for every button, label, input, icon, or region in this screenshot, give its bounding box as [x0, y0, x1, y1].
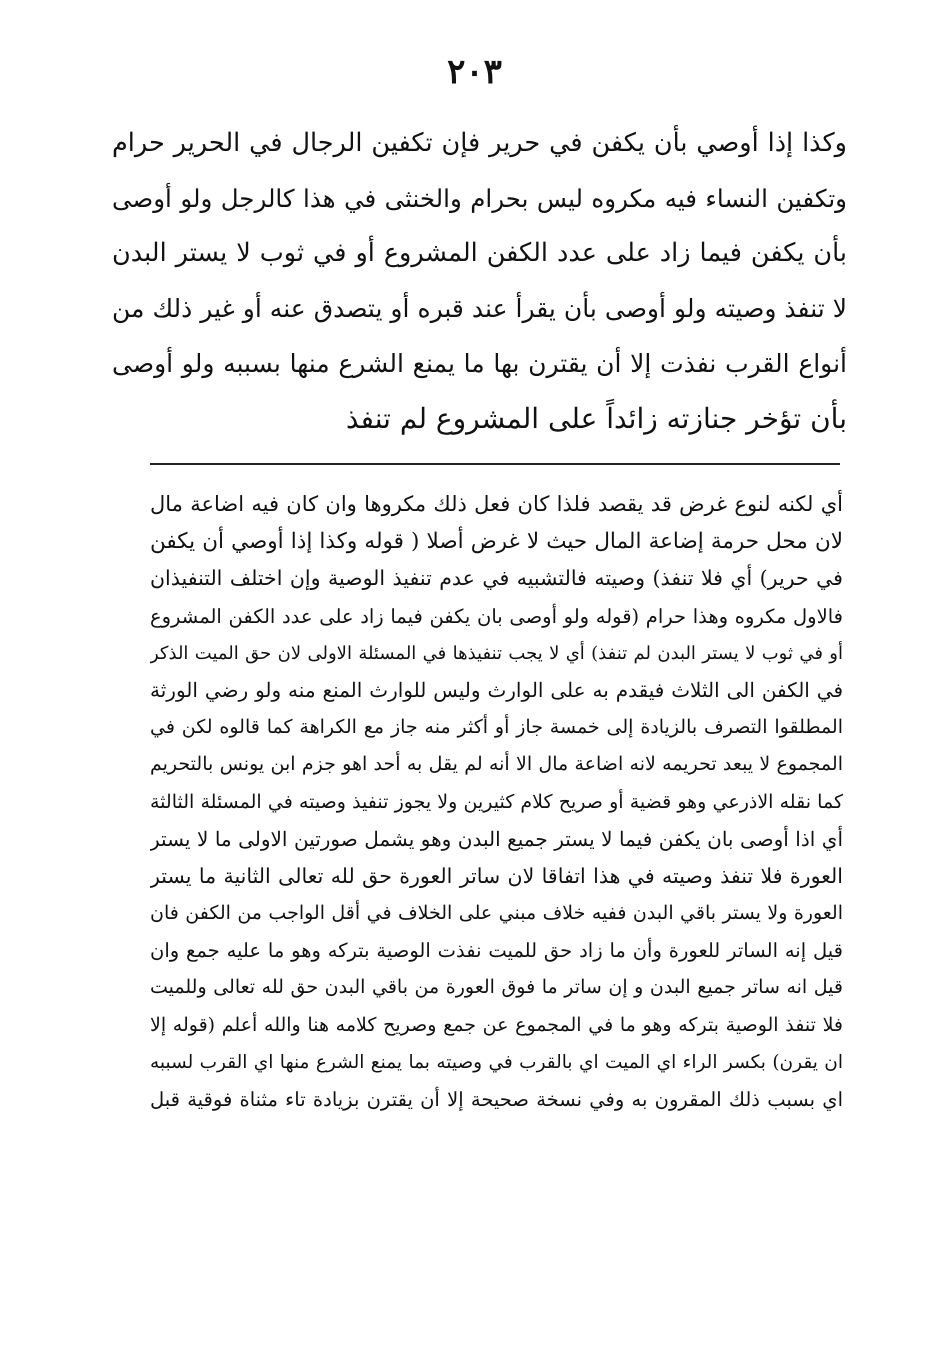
commentary-block [150, 486, 843, 1118]
section-divider [150, 463, 840, 465]
commentary-line: لان محل حرمة إضاعة المال حيث لا غرض أصلا ( قوله وكذا إذا أوصي أن يكفن [150, 529, 843, 555]
commentary-line: قيل إنه الساتر للعورة وأن ما زاد حق للميت نفذت الوصية بتركه وهو ما عليه جمع وان [150, 939, 843, 963]
main-text-line: لا تنفذ وصيته ولو أوصى بأن يقرأ عند قبره أو يتصدق عنه أو غير ذلك من [112, 294, 847, 323]
commentary-line: قيل انه ساتر جميع البدن و إن ساتر ما فوق العورة من باقي البدن حق لله تعالى وللميت [150, 976, 843, 999]
commentary-line: العورة فلا تنفذ وصيته في هذا اتفاقا لان ساتر العورة حق لله تعالى الثانية ما يستر [150, 863, 843, 888]
commentary-line: في حرير) أي فلا تنفذ) وصيته فالتشبيه في عدم تنفيذ الوصية وإن اختلف التنفيذان [150, 566, 843, 591]
main-text-line: وتكفين النساء فيه مكروه ليس بحرام والخنثى في هذا كالرجل ولو أوصى [112, 184, 847, 213]
main-text-line: أنواع القرب نفذت إلا أن يقترن بها ما يمنع الشرع منها بسببه ولو أوصى [112, 349, 847, 378]
commentary-line: اي بسبب ذلك المقرون به وفي نسخة صحيحة إلا أن يقترن بزيادة تاء مثناة فوقية قبل [150, 1088, 843, 1111]
main-text-block [112, 116, 847, 446]
main-text-line: وكذا إذا أوصي بأن يكفن في حرير فإن تكفين الرجال في الحرير حرام [112, 128, 847, 158]
commentary-line: المجموع لا يبعد تحريمه لانه اضاعة مال الا أنه لم يقل به أحد اهو جزم ابن يونس بالتحريم [150, 753, 843, 776]
main-text-line: بأن تؤخر جنازته زائداً على المشروع لم تنفذ [345, 402, 847, 435]
commentary-line: كما نقله الاذرعي وهو قضية أو صريح كلام كثيرين ولا يجوز تنفيذ وصيته في المسئلة الثالثة [150, 790, 843, 813]
commentary-line: أي لكنه لنوع غرض قد يقصد فلذا كان فعل ذلك مكروها وان كان فيه اضاعة مال [150, 492, 843, 516]
page-number: ٢٠٣ [447, 52, 502, 92]
commentary-line: فلا تنفذ الوصية بتركه وهو ما في المجموع عن جمع وصريح كلامه هنا والله أعلم (قوله إلا [150, 1013, 843, 1036]
commentary-line: فالاول مكروه وهذا حرام (قوله ولو أوصى بان يكفن فيما زاد على عدد الكفن المشروع [150, 604, 843, 628]
commentary-line: العورة ولا يستر باقي البدن ففيه خلاف مبني على الخلاف في أقل الواجب من الكفن فان [150, 902, 843, 925]
main-text-line: بأن يكفن فيما زاد على عدد الكفن المشروع أو في ثوب لا يستر البدن [112, 238, 847, 268]
commentary-line: في الكفن الى الثلاث فيقدم به على الوارث وليس للوارث المنع منه ولو رضي الورثة [150, 677, 843, 702]
commentary-line: المطلقوا التصرف بالزيادة إلى خمسة جاز أو أكثر منه جاز مع الكراهة كما قالوه لكن في [150, 716, 843, 739]
commentary-line: أي اذا أوصى بان يكفن فيما لا يستر جميع البدن وهو يشمل صورتين الاولى ما لا يستر [150, 826, 843, 851]
commentary-line: أو في ثوب لا يستر البدن لم تنفذ) أي لا يجب تنفيذها في المسئلة الاولى لان حق الميت الذكر [150, 642, 843, 664]
commentary-line: ان يقرن) بكسر الراء اي الميت اي بالقرب في وصيته بما يمنع الشرع منها اي القرب لسببه [150, 1051, 843, 1073]
